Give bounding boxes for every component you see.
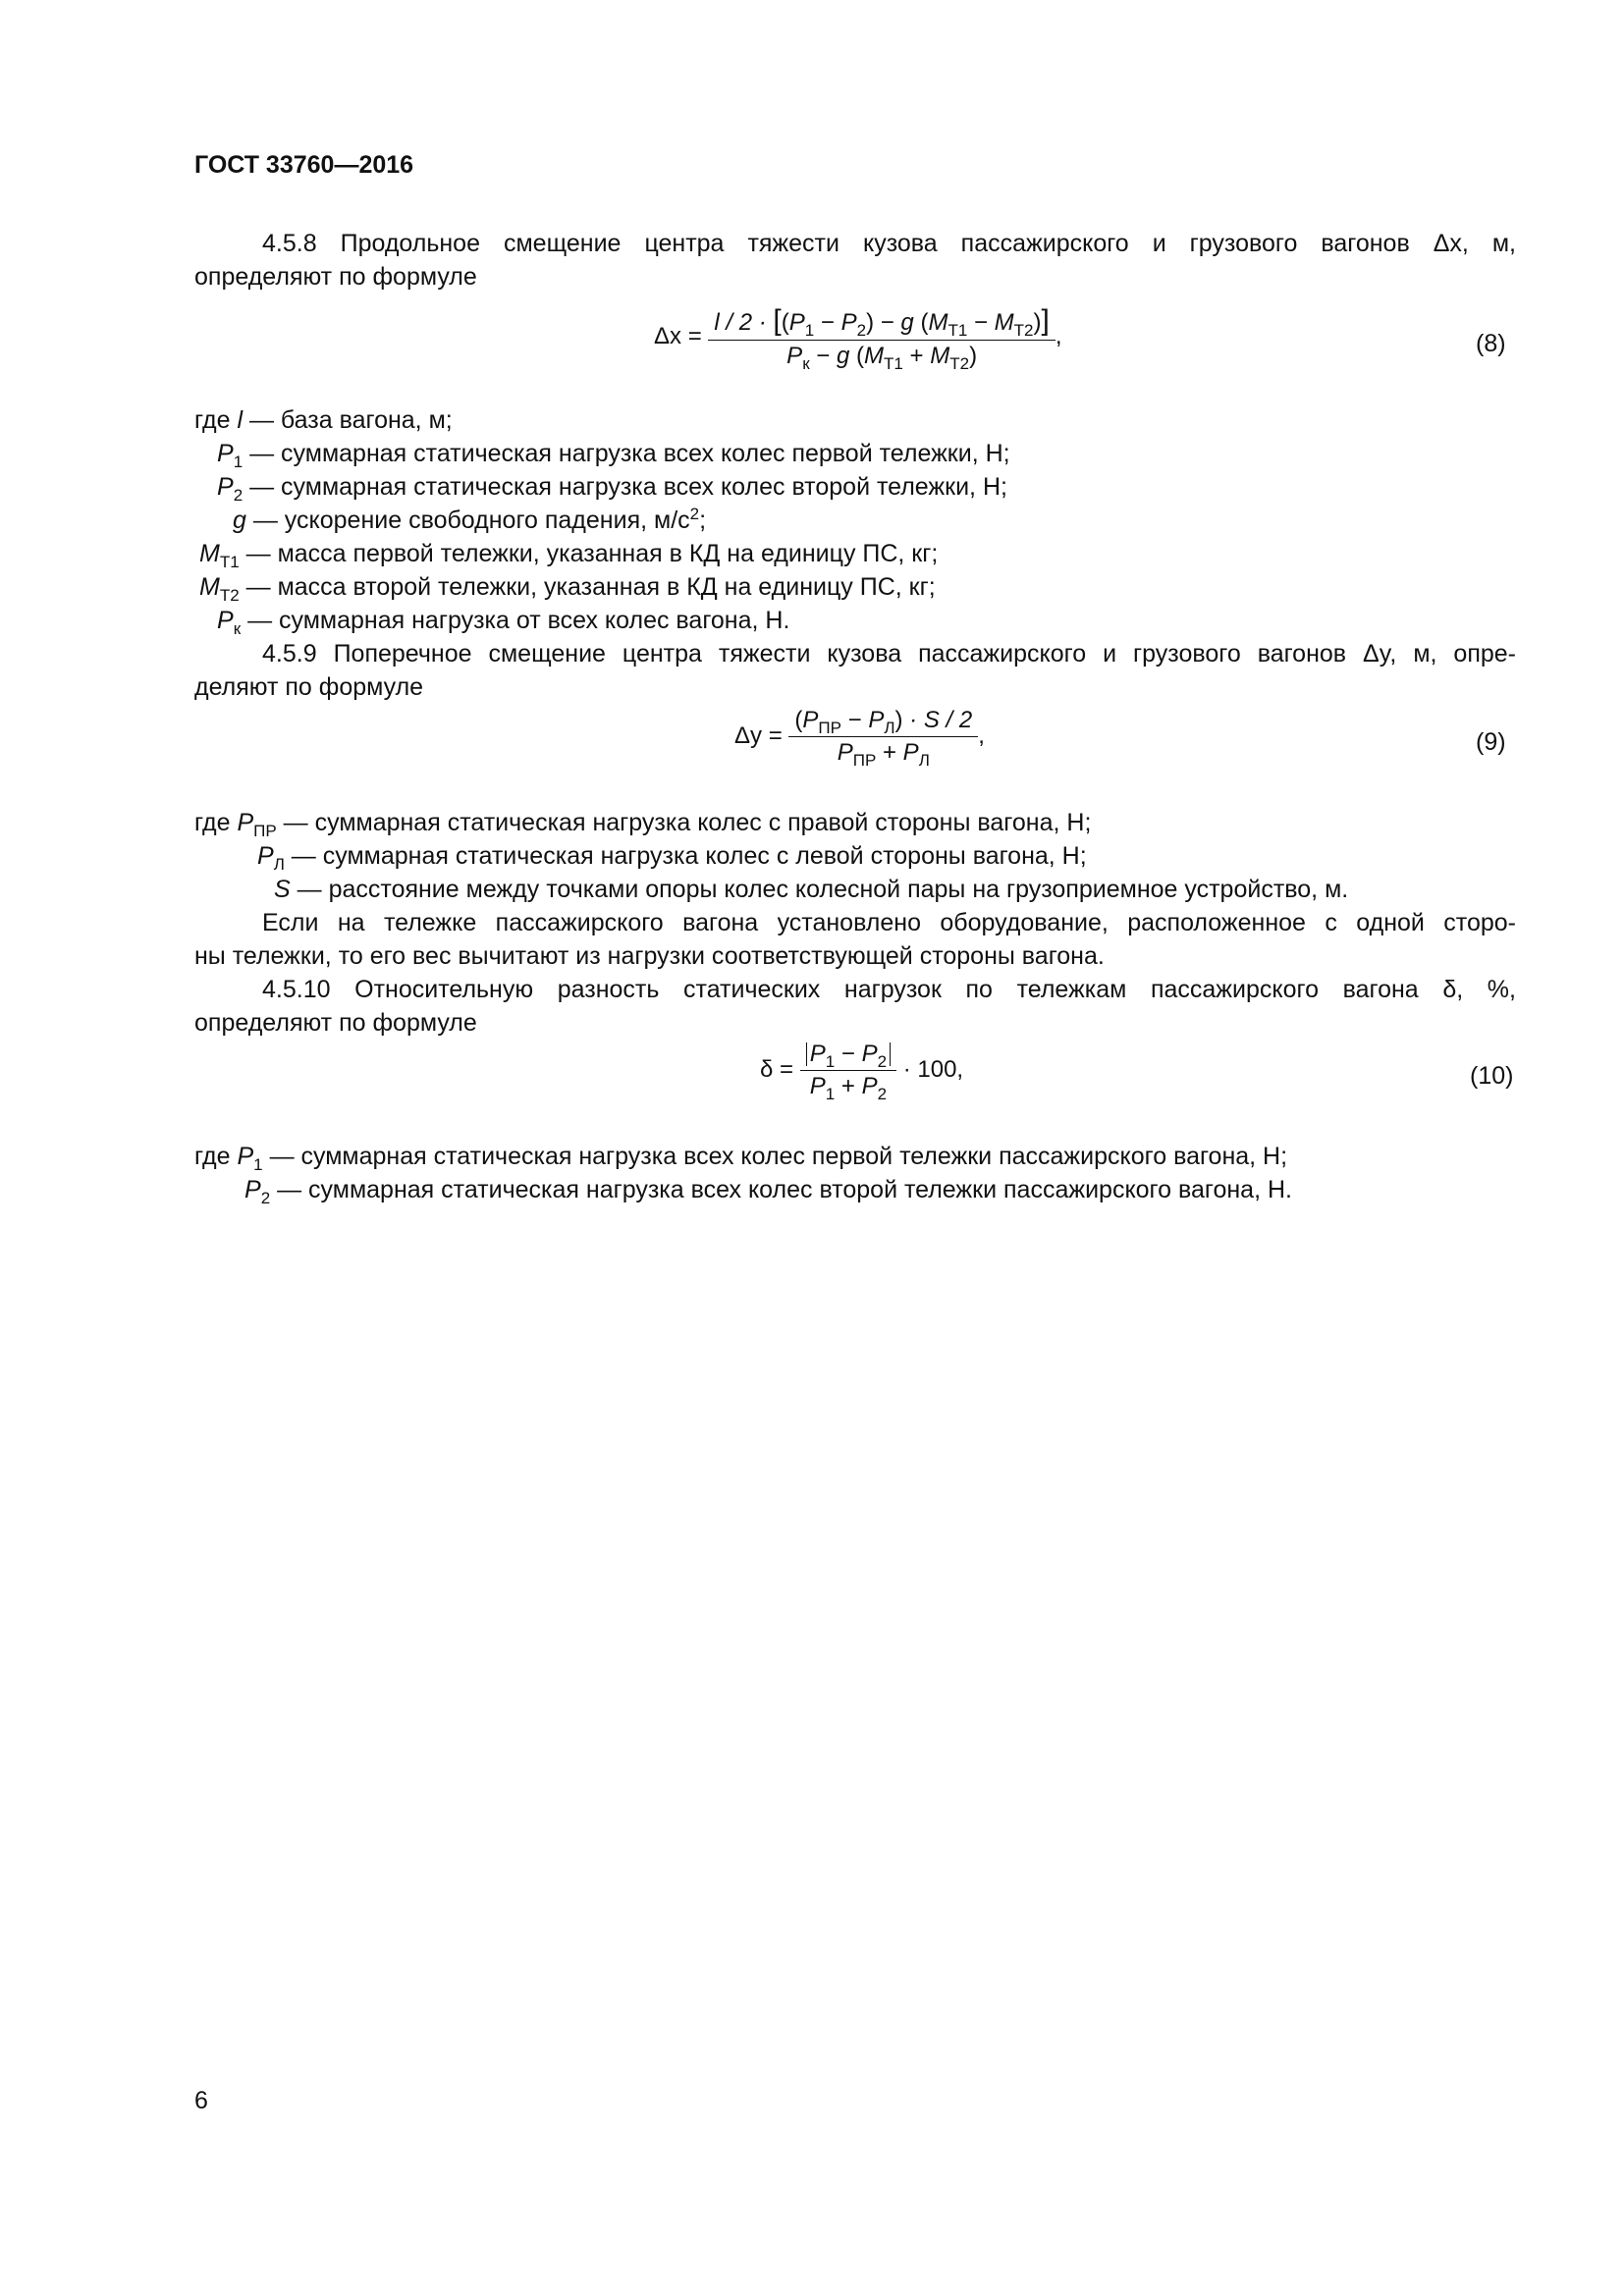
- section-4-5-9-intro-line1: 4.5.9 Поперечное смещение центра тяжести кузова пассажирского и грузового вагонов Δy, м, опре-: [262, 640, 1516, 667]
- section-4-5-9-note-line2: ны тележки, то его вес вычитают из нагрузки соответствующей стороны вагона.: [194, 942, 1105, 970]
- formula-9-numerator: $(P_{ПР} - P_Л) \cdot S / 2$: [794, 707, 973, 737]
- where-line-p2: $P_2$ — суммарная статическая нагрузка всех колес второй тележки, Н;: [217, 473, 1007, 505]
- formula-10-fraction: [800, 1041, 896, 1103]
- formula-10: [760, 1041, 964, 1103]
- document-header: ГОСТ 33760—2016: [194, 151, 414, 179]
- formula-10-lhs: δ =: [760, 1055, 794, 1083]
- where-line-p1-passenger: где $P_1$ — суммарная статическая нагрузка всех колес первой тележки пассажирского вагона, Н;: [194, 1143, 1288, 1174]
- where-line-ppr: где $P_{ПР}$ — суммарная статическая нагрузка колес с правой стороны вагона, Н;: [194, 809, 1092, 840]
- section-4-5-10-intro-line2: определяют по формуле: [194, 1009, 477, 1037]
- section-4-5-8-intro-line2: определяют по формуле: [194, 263, 477, 291]
- where-line-l: где l — база вагона, м;: [194, 406, 453, 434]
- section-4-5-9-intro-line2: деляют по формуле: [194, 673, 424, 701]
- formula-10-factor: · 100,: [902, 1055, 964, 1083]
- equation-number-9: (9): [1476, 728, 1506, 756]
- where-line-p1: $P_1$ — суммарная статическая нагрузка всех колес первой тележки, Н;: [217, 440, 1010, 471]
- where-line-p2-passenger: $P_2$ — суммарная статическая нагрузка всех колес второй тележки пассажирского вагона, Н.: [244, 1176, 1292, 1207]
- where-line-mt2: $M_{Т2}$ — масса второй тележки, указанная в КД на единицу ПС, кг;: [199, 573, 936, 605]
- where-line-g: g — ускорение свободного падения, $м/с^2$;: [233, 505, 707, 534]
- formula-10-numerator: $P_1 - P_2$: [800, 1042, 896, 1070]
- where-line-mt1: $M_{Т1}$ — масса первой тележки, указанная в КД на единицу ПС, кг;: [199, 540, 939, 571]
- where-line-pk: $P_к$ — суммарная нагрузка от всех колес вагона, Н.: [217, 607, 790, 638]
- formula-8: Δx = $\frac{l / 2 \cdot [(P_1 - P_2) - g (M_{Т1} - M_{Т2})]}{P_к - g (M_{Т1} + M_{Т2})}$ ,: [654, 304, 1062, 373]
- formula-8-fraction: [708, 304, 1055, 373]
- formula-9-fraction: [788, 707, 978, 770]
- where-line-pl: $P_Л$ — суммарная статическая нагрузка колес с левой стороны вагона, Н;: [257, 842, 1087, 874]
- formula-9-lhs: Δy =: [734, 721, 783, 749]
- where-line-s: S — расстояние между точками опоры колес колесной пары на грузоприемное устройство, м.: [274, 876, 1349, 903]
- section-4-5-10-intro-line1: 4.5.10 Относительную разность статических нагрузок по тележкам пассажирского вагона δ, %,: [262, 976, 1516, 1003]
- formula-9: Δy = $\frac{(P_{ПР} - P_Л) \cdot S / 2}{P_{ПР} + P_Л}$ ,: [734, 707, 985, 770]
- formula-10-denominator: $P_1 + P_2$: [800, 1070, 896, 1098]
- section-4-5-8-intro-line1: 4.5.8 Продольное смещение центра тяжести кузова пассажирского и грузового вагонов Δx, м,: [262, 230, 1516, 257]
- formula-8-lhs: Δx =: [654, 322, 702, 349]
- page-number: 6: [194, 2087, 208, 2114]
- section-4-5-9-note-line1: Если на тележке пассажирского вагона установлено оборудование, расположенное с одной сторо-: [262, 909, 1516, 936]
- formula-9-denominator: $P_{ПР} + P_Л$: [788, 736, 978, 765]
- equation-number-8: (8): [1476, 330, 1506, 357]
- formula-8-denominator: $P_к - g$ $(M_{Т1} + M_{Т2})$: [708, 340, 1055, 368]
- formula-8-numerator: $l / 2 \cdot [(P_1 - P_2) - g$ $(M_{Т1} - M_{Т2})$]: [714, 304, 1050, 340]
- equation-number-10: (10): [1470, 1062, 1514, 1090]
